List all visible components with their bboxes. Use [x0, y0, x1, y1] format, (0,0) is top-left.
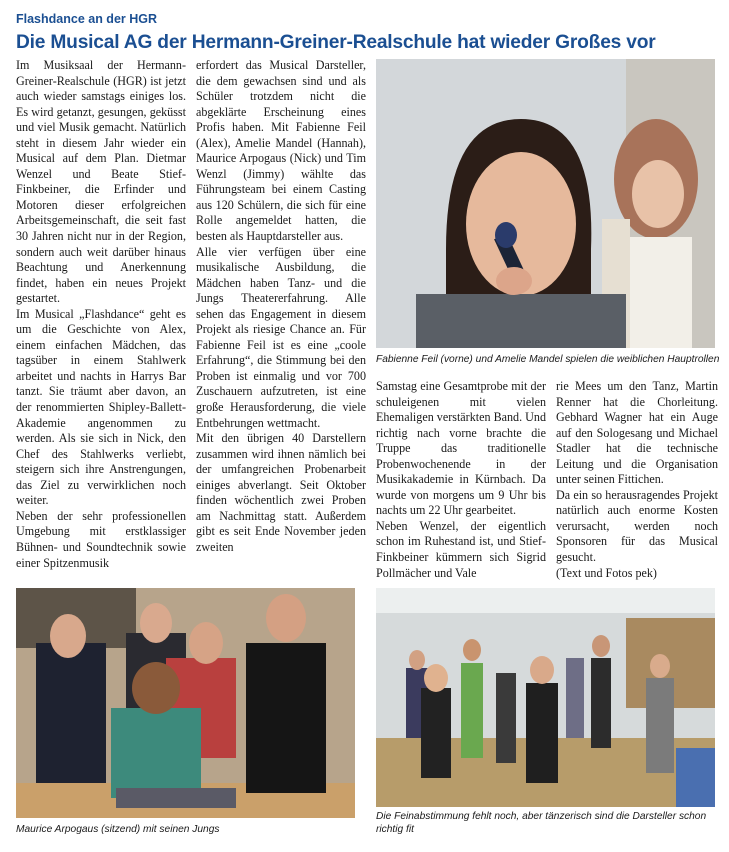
paragraph: erfordert das Musical Darsteller, die dem gewachsen sind und als Schüler trotzdem nicht die abgeklärte Erscheinung eines Profis haben. Mit Fabienne Feil (Alex), Amelie Mandel (Hannah), Maurice Arpogaus (Nick) und Tim Wenzl (Jimmy) wählte das Führungsteam bei einem Casting aus 120 Schülern, die sich für eine Rolle angemeldet hatten, die besten als Hauptdarsteller aus. — [196, 58, 366, 244]
article-column-2 — [196, 58, 366, 556]
photo-boys — [16, 588, 355, 818]
paragraph: Im Musical „Flashdance“ geht es um die Geschichte von Alex, einem einfachen Mädchen, das tagsüber in einem Stahlwerk arbeitet und nachts in Harrys Bar tanzt. Sie träumt aber davon, an der renommierten Shipley-Ballett-Akademie angenommen zu werden. Als sie sich in Nick, den Chef des Stahlwerks verliebt, steigern sich ihre Anstrengungen, das Ziel zu verwirklichen noch weiter. — [16, 306, 186, 508]
paragraph: Im Musiksaal der Hermann-Greiner-Realschule (HGR) ist jetzt auch wieder samstags einiges los. Es wird getanzt, gesungen, geküsst und viel Musik gemacht. Natürlich steht in diesem Jahr wieder ein Musical auf dem Plan. Dietmar Wenzel und Beate Stief-Finkbeiner, die Erfinder und Motoren dieser erfolgreichen Arbeitsgemeinschaft, die seit fast 30 Jahren nicht nur in der Region, sondern auch weit darüber hinaus Beachtung und Anerkennung findet, haben ein neues Projekt gestartet. — [16, 58, 186, 306]
photo-dancers — [376, 588, 715, 807]
paragraph: Samstag eine Gesamtprobe mit der schuleigenen mit vielen Ehemaligen verstärkten Band. Und richtig nach vorne brachte die Truppe das traditionelle Probenwochenende in der Musikakademie in Kürnbach. Da wurde von morgens um 9 Uhr bis nachts um 22 Uhr gearbeitet. — [376, 379, 546, 518]
paragraph: Mit den übrigen 40 Darstellern zusammen wird ihnen nämlich bei der umfangreichen Probenarbeit einiges abverlangt. Seit Oktober finden wöchentlich zwei Proben am Nachmittag statt. Außerdem gibt es seit Ende November jeden zweiten — [196, 431, 366, 554]
article-headline: Die Musical AG der Hermann-Greiner-Realschule hat wieder Großes vor — [16, 32, 656, 53]
paragraph: Alle vier verfügen über eine musikalische Ausbildung, die Mädchen haben Tanz- und die Jungs Theatererfahrung. Alle sehen das Engagement in diesem Projekt als riesige Chance an. Für Fabienne Feil ist es eine „coole Erfahrung“, die Stimmung bei den Proben ist einmalig und vor 700 Zuschauern aufzutreten, ist eine große Herausforderung, die viele Entbehrungen wettmacht. — [196, 244, 366, 430]
paragraph: (Text und Fotos pek) — [556, 565, 657, 580]
photo-singers — [376, 59, 715, 348]
photo-caption: Fabienne Feil (vorne) und Amelie Mandel spielen die weiblichen Hauptrollen — [376, 354, 720, 365]
paragraph: rie Mees um den Tanz, Martin Renner hat die Chorleitung. Gebhard Wagner hat ein Auge auf den Sologesang und Michael Stadler hat die technische Leitung und die Organisation unter seinen Fittichen. — [556, 379, 718, 487]
article-column-4 — [556, 379, 718, 581]
article-column-3 — [376, 379, 546, 581]
photo-caption: Die Feinabstimmung fehlt noch, aber tänzerisch sind die Darsteller schon richtig fit — [376, 811, 707, 835]
article-column-1 — [16, 58, 186, 571]
paragraph: Neben Wenzel, der eigentlich schon im Ruhestand ist, und Stief-Finkbeiner kümmern sich Sigrid Pollmächer und Vale — [376, 518, 546, 580]
article-kicker: Flashdance an der HGR — [16, 12, 158, 26]
photo-caption: Maurice Arpogaus (sitzend) mit seinen Jungs — [16, 824, 220, 835]
paragraph: Da ein so herausragendes Projekt natürlich auch enorme Kosten verursacht, werden noch Sponsoren für das Musical gesucht. — [556, 487, 718, 565]
paragraph: Neben der sehr professionellen Umgebung mit erstklassiger Bühnen- und Soundtechnik sowie einer Spitzenmusik — [16, 508, 186, 570]
